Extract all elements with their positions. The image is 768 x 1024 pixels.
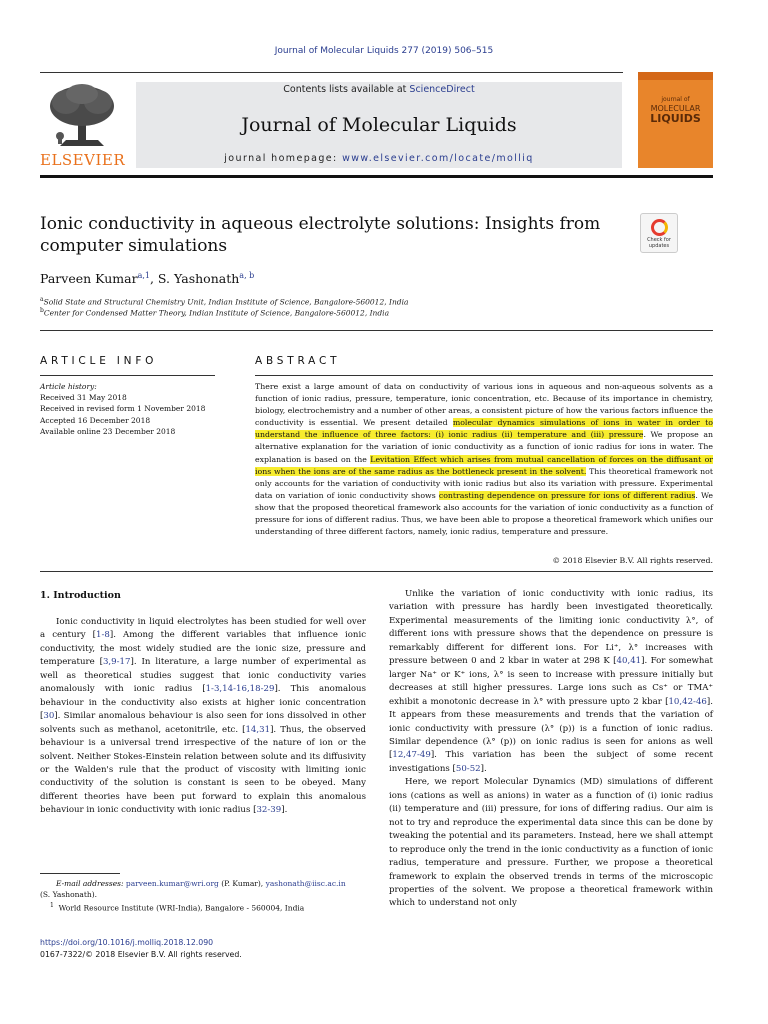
reference-link[interactable]: 1-8 xyxy=(96,630,110,641)
journal-cover[interactable] xyxy=(638,72,713,168)
abstract-text xyxy=(255,381,713,538)
reference-link[interactable]: 1-3,14-16,18-29 xyxy=(205,684,275,695)
masthead-top-rule xyxy=(40,72,623,73)
right-column xyxy=(389,588,713,911)
homepage-prefix: journal homepage: xyxy=(224,153,343,164)
reference-link[interactable]: 14,31 xyxy=(245,724,271,735)
title-line-2: computer simulations xyxy=(40,236,228,256)
email-footnote: E-mail addresses: parveen.kumar@wri.org (P. Kumar), yashonath@iisc.ac.in xyxy=(56,879,346,888)
title-line-1: Ionic conductivity in aqueous electrolyte solutions: Insights from xyxy=(40,214,601,234)
check-updates-label: Check for updates xyxy=(647,237,671,249)
paragraph-text: Here, we report Molecular Dynamics (MD) simulations of different ions (cations as well as anions) in water as a function of (i) ionic radius (ii) temperature and (iii) pressure, for ions of differing radius. Our aim is not to try and reproduce the experimental data since this can be done by tweaking the potential and its parameters. Instead, here we shall attempt to reproduce only the trend in the ionic conductivity as a function of ionic radius, temperature and pressure. Further, we propose a theoretical framework to explain the observed trends in terms of the microscopic properties of the solvent. We propose a theoretical framework within which to understand not only xyxy=(389,777,713,909)
cover-line-2: LIQUIDS xyxy=(650,112,701,125)
contents-prefix: Contents lists available at xyxy=(283,84,410,95)
paragraph-text: ]. This variation has been the subject of some recent investigations [ xyxy=(389,750,713,774)
abstract-segment: This theoretical framework not only accounts for the variation of conductivity with ionic radius but also its variation with pressure. Experimental data on variation of ionic conductivity shows xyxy=(255,466,713,500)
paragraph-text: ]. xyxy=(480,763,487,774)
reference-link[interactable]: 3,9-17 xyxy=(102,657,131,668)
paragraph-text: ]. xyxy=(281,805,288,816)
reference-link[interactable]: 30 xyxy=(43,711,55,722)
abstract-segment: . We show that the proposed theoretical framework also accounts for the variation of ionic conductivity as a function of pressure for ions of different radius. Thus, we have been able to propose a theoretical framework which unifies our understanding of three different factors, namely, ionic radius, temperature and pressure. xyxy=(255,490,713,537)
reference-link[interactable]: 10,42-46 xyxy=(668,696,707,707)
history-label: Article history: xyxy=(40,382,97,391)
article-title xyxy=(40,213,630,257)
article-info-rule xyxy=(40,375,215,376)
left-column xyxy=(40,616,366,818)
paragraph-text: ]. It appears from these measurements and trends that the variation of ionic conductivity with pressure (λ° (p)) is a function of ionic radius. Similar dependence (λ° (p)) on ionic radius is seen for anions as well [ xyxy=(389,696,713,761)
paragraph-text: Ionic conductivity in liquid electrolytes has been studied for well over a century [ xyxy=(40,617,366,641)
cover-top-band xyxy=(638,72,713,80)
cover-small-text: journal of xyxy=(661,96,690,103)
author-1-affil[interactable]: a,1 xyxy=(137,271,150,280)
intro-paragraph-2 xyxy=(389,588,713,776)
contents-line xyxy=(136,84,622,95)
abstract-segment: There exist a large amount of data on conductivity of various ions in aqueous and non-aqueous solvents as a function of ionic radius, pressure, temperature, ionic concentration, etc. Because of its importance in chemistry, biology, electrochemistry and a number of other areas, a consistent picture of how the various factors influence the conductivity is essential. We present detailed xyxy=(255,382,713,428)
paragraph-text: Unlike the variation of ionic conductivity with ionic radius, its variation with pressure has hardly been investigated theoretically. Experimental measurements of the limiting ionic conductivity λ°, of different ions with pressure shows that the dependence on pressure is remarkably different for different ions. For Li⁺, λ° increases with pressure between 0 and 2 kbar in water at 298 K [ xyxy=(389,589,713,667)
journal-citation[interactable]: Journal of Molecular Liquids 277 (2019) 506–515 xyxy=(274,46,494,56)
abstract-highlight: Levitation Effect which arises from mutual cancellation of forces on the diffusant or ions when the ions are of the same radius as the bottleneck present in the solvent. xyxy=(255,454,714,476)
elsevier-tree-icon xyxy=(40,80,124,152)
author-2[interactable]: S. Yashonath xyxy=(157,271,240,287)
intro-paragraph-1 xyxy=(40,616,366,818)
abstract-bottom-rule xyxy=(40,571,713,572)
abstract-highlight: molecular dynamics simulations of ions in water in order to understand the influence of three factors: (i) ionic radius (ii) temperature and (iii) pressure xyxy=(255,418,713,440)
paragraph-text: ]. Similar anomalous behaviour is also seen for ions dissolved in other solvents such as methanol, acetonitrile, etc. [ xyxy=(40,711,366,735)
history-received: Received 31 May 2018 xyxy=(40,393,127,403)
reference-link[interactable]: 50-52 xyxy=(455,763,481,774)
paragraph-text: ]. Thus, the observed behaviour is a universal trend irrespective of the nature of ion or the solvent. Neither Stokes-Einstein relation between solute and its diffusivity or the Walden's rule that the product of viscosity with limiting ionic conductivity of the solution is constant is seen to be obeyed. Many different theories have been put forward to explain this anomalous behaviour in ionic conductivity with ionic radius [ xyxy=(40,724,366,816)
paragraph-text: ]. Among the different variables that influence ionic conductivity, the most widely studied are the ionic size, pressure and temperature [ xyxy=(40,630,367,668)
article-history xyxy=(40,381,215,437)
check-updates-icon xyxy=(651,219,668,236)
publisher-logo[interactable] xyxy=(40,80,124,170)
publisher-name: ELSEVIER xyxy=(40,151,126,169)
email-link-yashonath[interactable]: yashonath@iisc.ac.in xyxy=(265,879,346,888)
history-revised: Received in revised form 1 November 2018 xyxy=(40,404,206,414)
check-for-updates-button[interactable] xyxy=(640,213,678,253)
history-online: Available online 23 December 2018 xyxy=(40,426,176,436)
abstract-rule xyxy=(255,375,713,376)
introduction-heading: 1. Introduction xyxy=(40,590,121,601)
reference-link[interactable]: 32-39 xyxy=(256,805,282,816)
reference-link[interactable]: 40,41 xyxy=(616,656,642,667)
journal-title: Journal of Molecular Liquids xyxy=(241,114,517,136)
history-accepted: Accepted 16 December 2018 xyxy=(40,415,151,425)
abstract-highlight: contrasting dependence on pressure for ions of different radius xyxy=(438,490,696,500)
homepage-link[interactable]: www.elsevier.com/locate/molliq xyxy=(342,153,534,164)
doi-link[interactable]: https://doi.org/10.1016/j.molliq.2018.12.090 xyxy=(40,938,214,947)
intro-paragraph-3 xyxy=(389,776,713,911)
abstract-segment: . We propose an alternative explanation for the variation of ionic conductivity as a function of ionic radius for ions in water. The explanation is based on the xyxy=(255,430,713,464)
email-footnote-names: (S. Yashonath). xyxy=(40,890,98,899)
reference-link[interactable]: 12,47-49 xyxy=(392,750,431,761)
masthead-bottom-rule xyxy=(40,175,713,178)
issn-line: 0167-7322/© 2018 Elsevier B.V. All rights reserved. xyxy=(40,950,242,959)
paragraph-text: ]. In literature, a large number of experimental as well as theoretical studies suggest that ionic conductivity varies anomalously with ionic radius [ xyxy=(40,657,366,695)
author-list: Parveen Kumar$^{a,1}$, S. Yashonath$^{a, b}$ xyxy=(40,271,255,287)
masthead-center-panel xyxy=(136,82,622,168)
paragraph-text: ]. For somewhat larger Na⁺ or K⁺ ions, λ° is seen to increase with pressure initially but decreases at still higher pressures. Large ions such as Cs⁺ or TMA⁺ exhibit a monotonic decrease in λ° with pressure upto 2 kbar [ xyxy=(389,656,714,707)
abstract-heading: ABSTRACT xyxy=(255,355,341,367)
paragraph-text: ]. This anomalous behaviour in the conductivity also exists at higher ionic concentration [ xyxy=(40,684,366,722)
article-info-heading: ARTICLE INFO xyxy=(40,355,158,367)
affiliation-b: $^b$Center for Condensed Matter Theory, Indian Institute of Science, Bangalore-560012, India xyxy=(40,307,390,318)
email-label: E-mail addresses: xyxy=(56,879,126,888)
footnote-1: $^1$ World Resource Institute (WRI-India), Bangalore - 560004, India xyxy=(50,902,305,913)
footnotes xyxy=(40,878,370,914)
homepage-line xyxy=(136,153,622,164)
affiliation-a: $^a$Solid State and Structural Chemistry Unit, Indian Institute of Science, Bangalore-560012, India xyxy=(40,296,409,307)
abstract-copyright: © 2018 Elsevier B.V. All rights reserved. xyxy=(552,556,713,565)
email-link-kumar[interactable]: parveen.kumar@wri.org xyxy=(125,879,219,888)
journal-masthead xyxy=(40,72,713,176)
cover-line-1: MOLECULAR xyxy=(650,104,701,113)
author-2-affil[interactable]: a, b xyxy=(239,271,255,280)
sciencedirect-link[interactable]: ScienceDirect xyxy=(409,84,475,95)
footnote-rule xyxy=(40,873,120,874)
header-divider xyxy=(40,330,713,331)
author-1[interactable]: Parveen Kumar xyxy=(40,271,138,287)
